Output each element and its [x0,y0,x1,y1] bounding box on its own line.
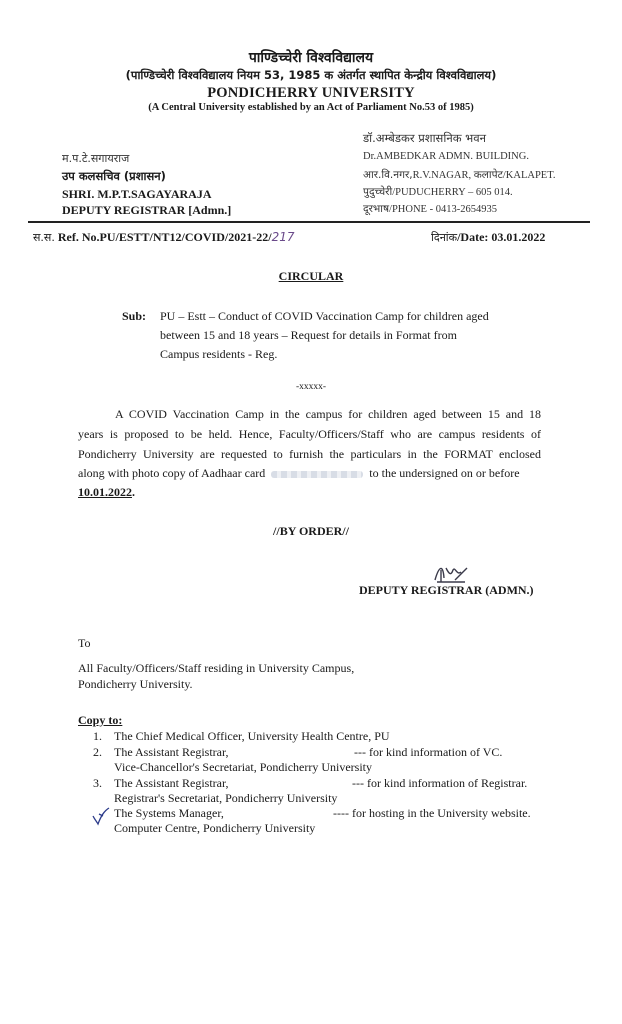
recipient-line: All Faculty/Officers/Staff residing in University Campus, [78,661,355,675]
copy-to-label: Copy to: [78,713,123,727]
address-city [363,185,513,199]
letter-date [431,230,545,245]
address-nagar [363,168,555,182]
building: Dr.AMBEDKAR ADMN. BUILDING. [363,151,529,162]
nagar: R.V.NAGAR, [412,170,472,181]
by-order: //BY ORDER// [273,524,349,538]
city-hindi: पुदुच्चेरी [363,186,393,198]
kalapet: /KALAPET. [502,170,556,181]
phone-hindi: दूरभाष [363,203,390,215]
body-line: to the undersigned on or before [369,466,520,480]
body-line: years is proposed to be held. Hence, Faculty/Officers/Staff who are campus residents of [78,427,541,441]
date-value: /Date: 03.01.2022 [457,230,546,244]
kalapet-hindi: कलापेट [473,169,503,181]
body-line: along with photo copy of Aadhaar card [78,466,266,480]
university-subtitle: (A Central University established by an Act of Parliament No.53 of 1985) [148,102,474,113]
date-hindi: दिनांक [431,231,458,244]
building-hindi: डॉ.अम्बेडकर प्रशासनिक भवन [363,131,487,145]
body-line: Pondicherry University are requested to furnish the particulars in the FORMAT enclosed [78,447,541,461]
sender-designation: DEPUTY REGISTRAR [Admn.] [62,203,232,217]
phone: /PHONE - 0413-2654935 [389,204,497,215]
circular-heading: CIRCULAR [278,269,344,283]
copy-item-note: --- for kind information of Registrar. [352,776,528,790]
ref-no: Ref. No.PU/ESTT/NT12/COVID/2021-22/ [57,230,272,244]
body-line: A COVID Vaccination Camp in the campus for children aged between 15 and 18 [115,407,541,421]
copy-item-number: 2. [93,745,102,759]
copy-item-number: 3. [93,776,102,790]
nagar-hindi: आर.वि.नगर, [363,169,413,181]
ref-prefix-hindi: स.स. [33,231,55,244]
subject-label: Sub: [122,309,147,323]
deadline-suffix: . [132,485,135,499]
copy-item-line: The Chief Medical Officer, University Health Centre, PU [114,729,390,743]
deadline-date: 10.01.2022 [78,485,132,499]
sender-name-hindi: म.प.टे.सगायराज [62,152,130,165]
signatory-designation: DEPUTY REGISTRAR (ADMN.) [359,583,534,597]
subject-line: Campus residents - Reg. [160,347,278,361]
handwritten-tick-mark [91,806,111,826]
copy-item-line: The Assistant Registrar, [114,776,229,790]
subject-line: PU – Estt – Conduct of COVID Vaccination Camp for children aged [160,309,489,323]
copy-item-note: ---- for hosting in the University website. [333,806,531,820]
sender-name: SHRI. M.P.T.SAGAYARAJA [62,187,212,201]
university-name-hindi: पाण्डिच्चेरी विश्वविद्यालय [248,50,374,66]
copy-item-note: --- for kind information of VC. [354,745,503,759]
sender-designation-hindi: उप कलसचिव (प्रशासन) [62,169,166,183]
redacted-text [271,471,363,478]
to-label: To [78,636,91,650]
deadline [78,485,135,500]
copy-item-line: Computer Centre, Pondicherry University [114,821,316,835]
copy-item-number: 1. [93,729,102,743]
copy-item-line: The Systems Manager, [114,806,224,820]
separator: -xxxxx- [295,382,327,392]
address-phone [363,202,497,216]
subject-line: between 15 and 18 years – Request for details in Format from [160,328,457,342]
copy-item-line: Vice-Chancellor's Secretariat, Pondicherry University [114,760,373,774]
recipient-line: Pondicherry University. [78,677,193,691]
copy-item-line: Registrar's Secretariat, Pondicherry University [114,791,338,805]
header-divider [28,221,590,223]
body-line-aadhaar [78,466,520,481]
university-subtitle-hindi: (पाण्डिच्चेरी विश्वविद्यालय नियम 53, 1985 क अंतर्गत स्थापित केन्द्रीय विश्वविद्यालय) [125,68,497,82]
reference-number [33,230,294,245]
university-name: PONDICHERRY UNIVERSITY [207,85,415,101]
copy-item-line: The Assistant Registrar, [114,745,229,759]
ref-handwritten-number: 217 [271,230,295,244]
city: /PUDUCHERRY – 605 014. [392,187,513,198]
